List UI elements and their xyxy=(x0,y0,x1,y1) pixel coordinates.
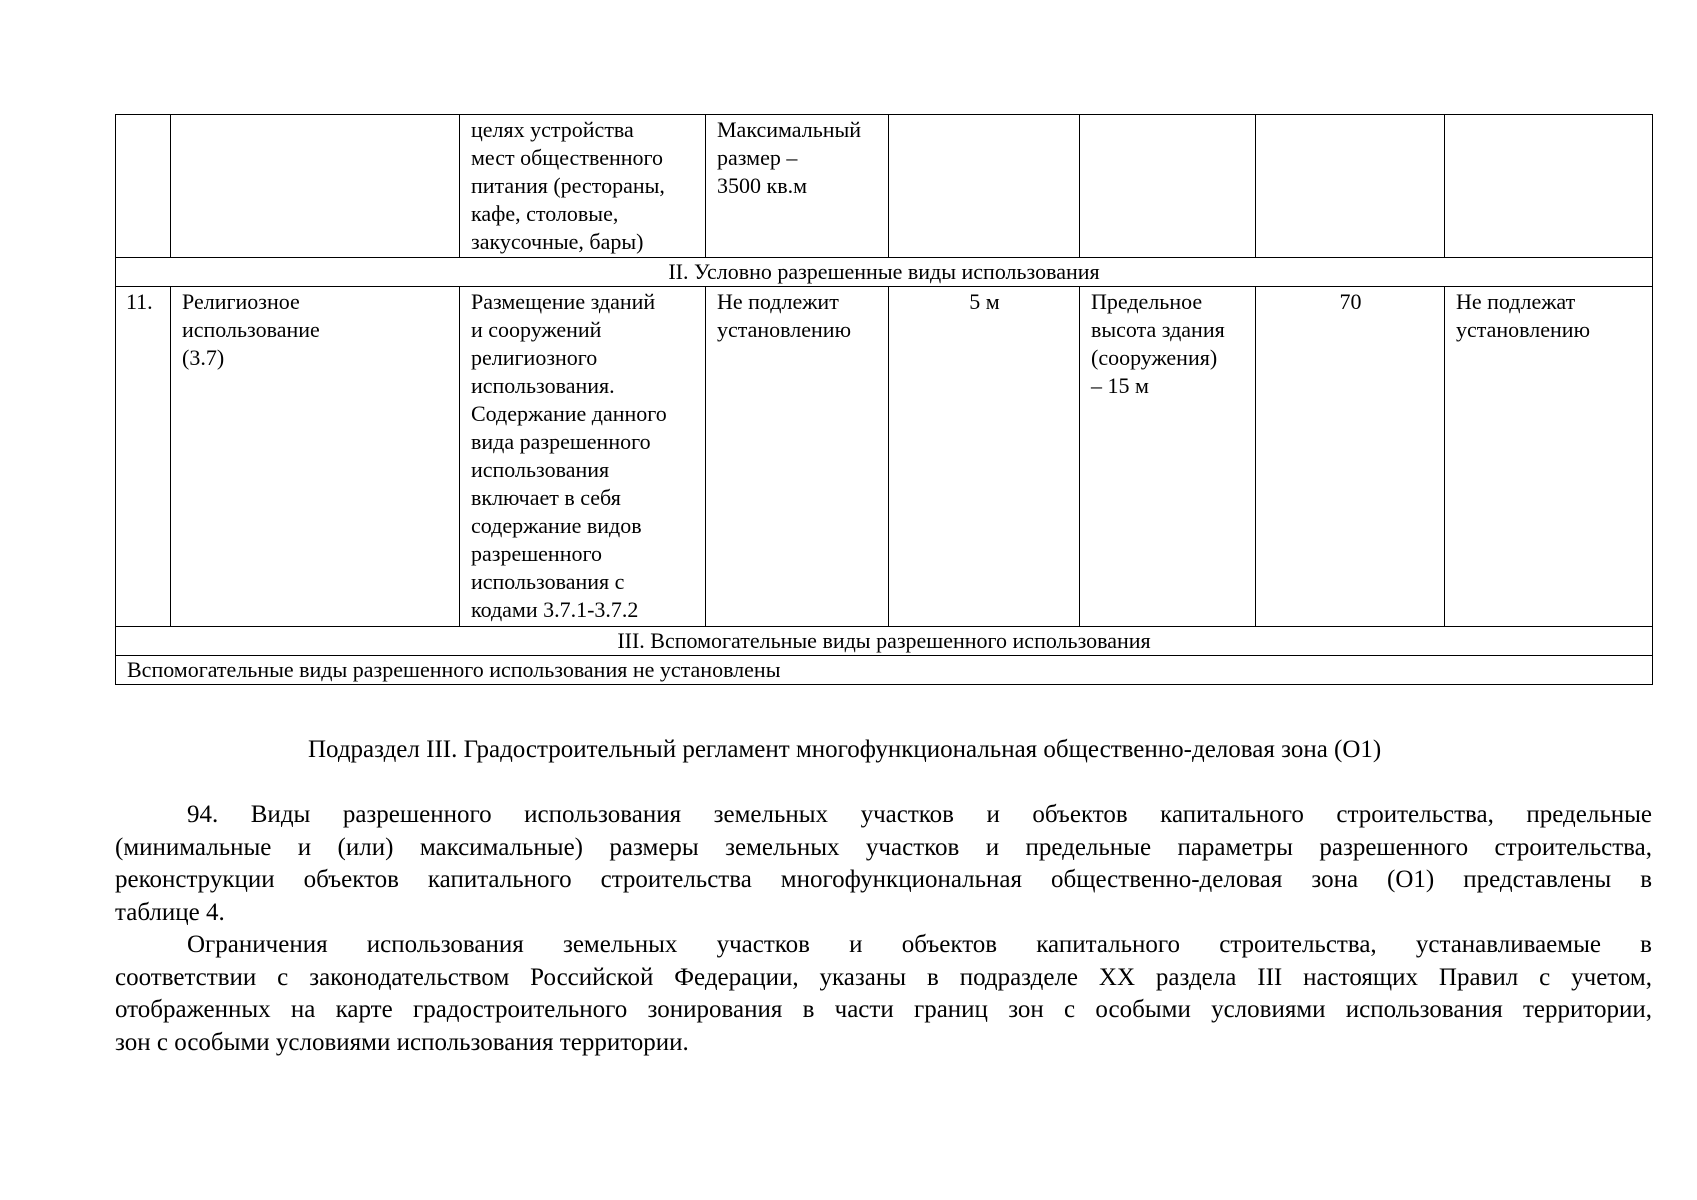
paragraph-limitations xyxy=(115,929,1652,1059)
cell-text-line: размер – xyxy=(717,145,798,170)
cell-text-line: 3500 кв.м xyxy=(717,173,807,198)
cell-text-line: Содержание данного xyxy=(471,401,667,426)
cell-text-line: Максимальный xyxy=(717,117,862,142)
cell-text-line: и сооружений xyxy=(471,317,602,342)
cell-text-line: Предельное xyxy=(1091,289,1203,314)
cell-text-line: установлению xyxy=(717,317,852,342)
table-row-continuation xyxy=(116,115,1653,258)
cell-text-line: содержание видов xyxy=(471,513,642,538)
cell-text-line: Размещение зданий xyxy=(471,289,656,314)
plot-size xyxy=(706,287,889,627)
paragraph-line: соответствии с законодательством Российской Федерации, указаны в подразделе XX раздела III настоящих Правил с учетом, xyxy=(115,963,1652,991)
table-row xyxy=(116,287,1653,627)
cell-text-line: Не подлежат xyxy=(1456,289,1576,314)
paragraph-line: Ограничения использования земельных участков и объектов капитального строительства, устанавливаемые в xyxy=(187,931,1652,958)
note-row xyxy=(116,656,1653,685)
setback-value: 5 м xyxy=(889,287,1080,627)
land-use-table xyxy=(115,114,1653,685)
use-name xyxy=(171,287,460,627)
cell-name xyxy=(171,115,460,258)
cell-text-line: – 15 м xyxy=(1091,373,1149,398)
row-number: 11. xyxy=(116,287,171,627)
cell-text-line: установлению xyxy=(1456,317,1591,342)
cell-plot-size xyxy=(706,115,889,258)
cell-text-line: Не подлежит xyxy=(717,289,839,314)
use-description xyxy=(460,287,706,627)
cell-description xyxy=(460,115,706,258)
cell-setback xyxy=(889,115,1080,258)
paragraph-line: таблице 4. xyxy=(115,898,225,926)
cell-text-line: кафе, столовые, xyxy=(471,201,619,226)
section-header-row xyxy=(116,258,1653,287)
section-2-title: II. Условно разрешенные виды использования xyxy=(116,258,1653,287)
cell-text-line: использования. xyxy=(471,373,615,398)
section-3-title: III. Вспомогательные виды разрешенного использования xyxy=(116,627,1653,656)
cell-text-line: использования с xyxy=(471,569,625,594)
cell-text-line: питания (рестораны, xyxy=(471,173,665,198)
other-params xyxy=(1445,287,1653,627)
cell-text-line: Религиозное xyxy=(182,289,300,314)
paragraph-line: отображенных на карте градостроительного зонирования в части границ зон с особыми условиями использования территории, xyxy=(115,996,1652,1023)
cell-text-line: целях устройства xyxy=(471,117,634,142)
paragraph-line: 94. Виды разрешенного использования земельных участков и объектов капитального строительства, предельные xyxy=(187,801,1652,828)
cell-text-line: (3.7) xyxy=(182,345,225,370)
cell-text-line: закусочные, бары) xyxy=(471,229,644,254)
cell-text-line: (сооружения) xyxy=(1091,345,1218,370)
cell-number xyxy=(116,115,171,258)
cell-text-line: религиозного xyxy=(471,345,598,370)
cell-text-line: кодами 3.7.1-3.7.2 xyxy=(471,597,639,622)
height-limit xyxy=(1080,287,1256,627)
cell-text-line: мест общественного xyxy=(471,145,663,170)
cell-coverage xyxy=(1256,115,1445,258)
cell-text-line: использования xyxy=(471,457,610,482)
paragraph-line: (минимальные и (или) максимальные) размеры земельных участков и предельные параметры разрешенного строительства, xyxy=(115,833,1652,861)
cell-text-line: включает в себя xyxy=(471,485,621,510)
cell-text-line: использование xyxy=(182,317,320,342)
section-header-row xyxy=(116,627,1653,656)
paragraph-line: реконструкции объектов капитального строительства многофункциональная общественно-деловая зона (О1) представлены в xyxy=(115,866,1652,893)
cell-text-line: высота здания xyxy=(1091,317,1225,342)
cell-text-line: разрешенного xyxy=(471,541,602,566)
section-3-note: Вспомогательные виды разрешенного использования не установлены xyxy=(116,656,1653,685)
paragraph-line: зон с особыми условиями использования территории. xyxy=(115,1028,689,1056)
cell-other xyxy=(1445,115,1653,258)
paragraph-94 xyxy=(115,799,1652,929)
subsection-title: Подраздел III. Градостроительный регламент многофункциональная общественно-деловая зона (О1) xyxy=(308,736,1382,763)
cell-text-line: вида разрешенного xyxy=(471,429,651,454)
cell-height xyxy=(1080,115,1256,258)
coverage-value: 70 xyxy=(1256,287,1445,627)
